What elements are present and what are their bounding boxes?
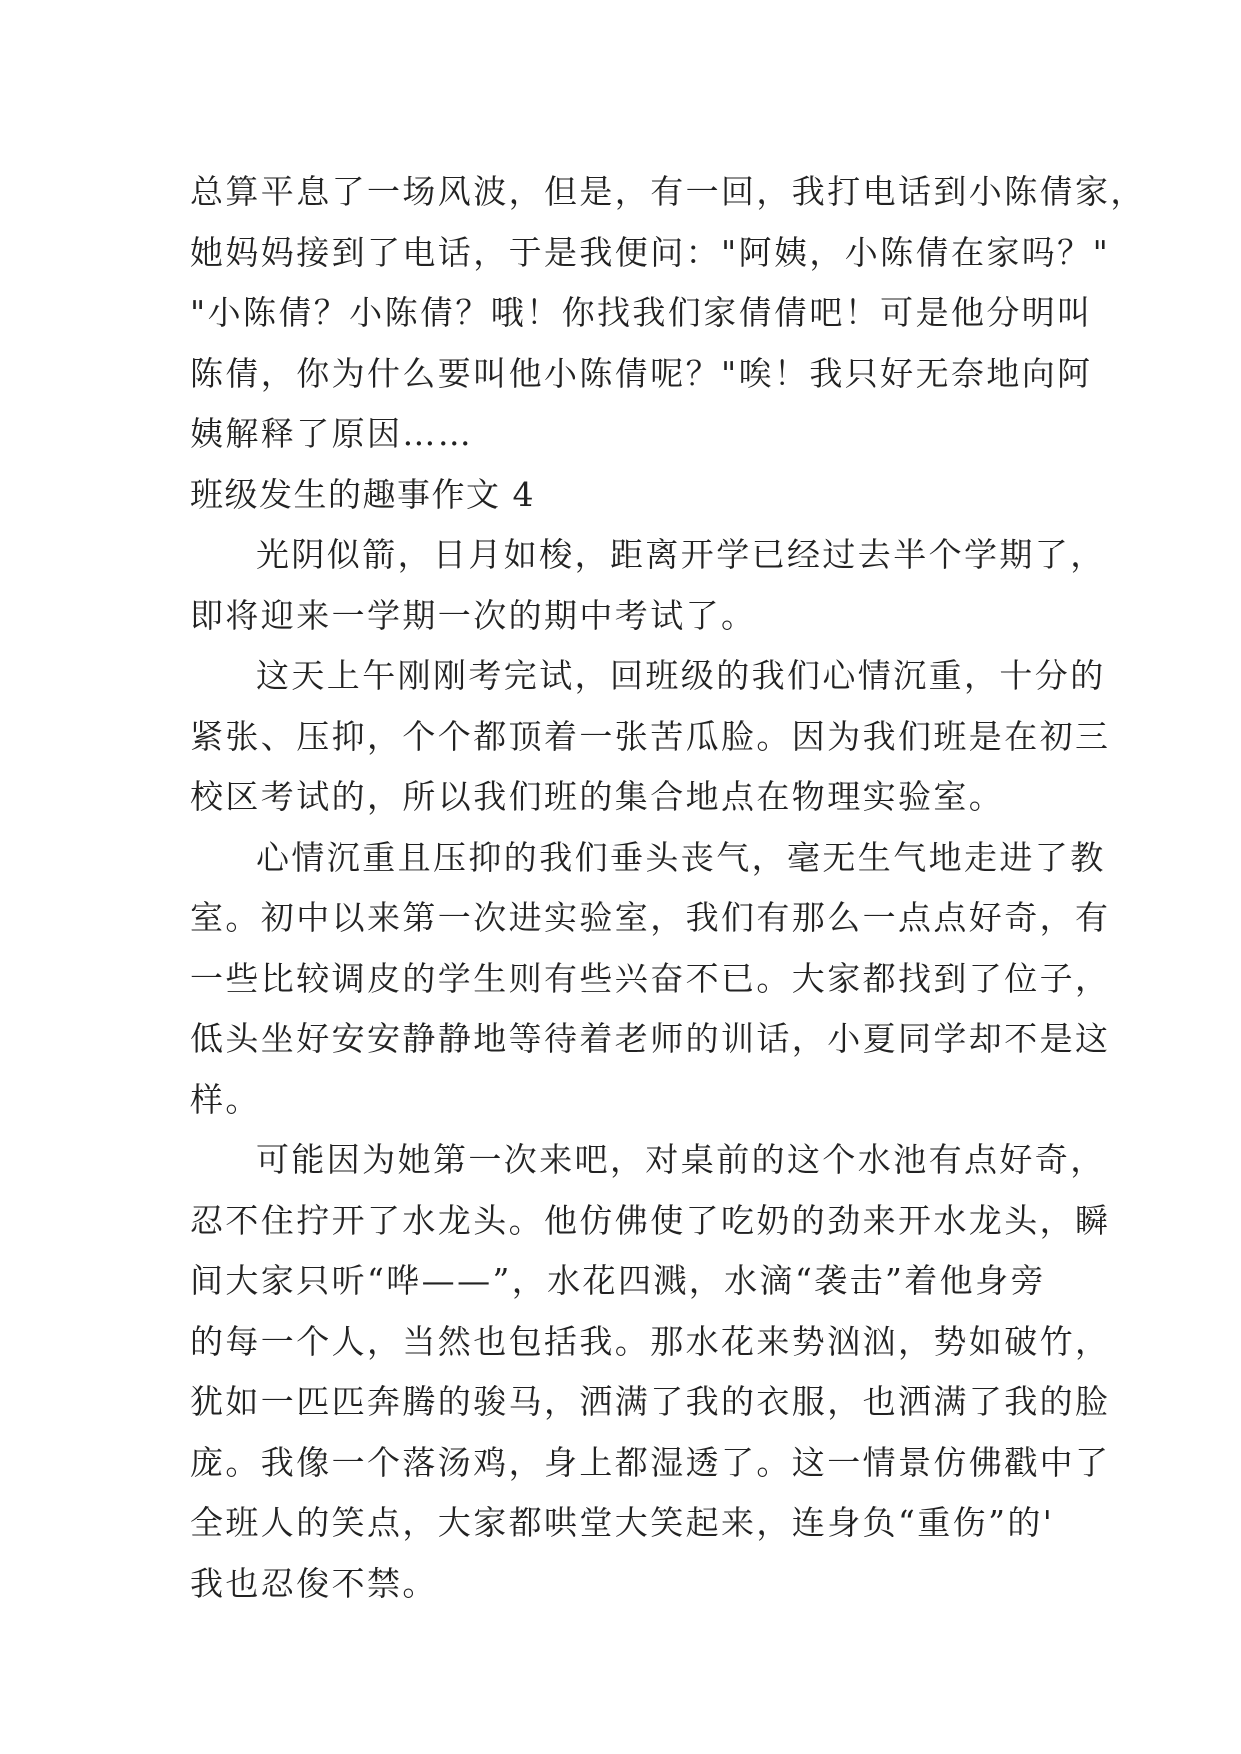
text-line: 可能因为她第一次来吧，对桌前的这个水池有点好奇， [256, 1140, 1106, 1179]
text-line: 心情沉重且压抑的我们垂头丧气，毫无生气地走进了教 [256, 837, 1106, 877]
text-line: 低头坐好安安静静地等待着老师的训话，小夏同学却不是这 [190, 1019, 1111, 1058]
text-line: 犹如一匹匹奔腾的骏马，洒满了我的衣服，也洒满了我的脸 [190, 1382, 1111, 1421]
document-page [190, 162, 1146, 1614]
text-line: 总算平息了一场风波，但是，有一回，我打电话到小陈倩家， [190, 172, 1146, 211]
text-line: 室。初中以来第一次进实验室，我们有那么一点点好奇，有 [190, 898, 1111, 937]
text-line: 即将迎来一学期一次的期中考试了。 [190, 595, 757, 635]
paragraph-4 [190, 1130, 1111, 1614]
text-line: 间大家只听“哗——”，水花四溅，水滴“袭击”着他身旁 [190, 1261, 1046, 1300]
text-line: 的每一个人，当然也包括我。那水花来势汹汹，势如破竹， [190, 1321, 1111, 1361]
text-line: 样。 [190, 1079, 261, 1119]
text-line: 这天上午刚刚考完试，回班级的我们心情沉重，十分的 [256, 656, 1106, 695]
text-line: 忍不住拧开了水龙头。他仿佛使了吃奶的劲来开水龙头，瞬 [190, 1200, 1111, 1240]
paragraph-2 [190, 646, 1111, 828]
text-line: "小陈倩？小陈倩？哦！你找我们家倩倩吧！可是他分明叫 [190, 293, 1093, 332]
text-line: 庞。我像一个落汤鸡，身上都湿透了。这一情景仿佛戳中了 [190, 1442, 1111, 1482]
section-title: 班级发生的趣事作文 4 [190, 474, 535, 514]
text-line: 光阴似箭，日月如梭，距离开学已经过去半个学期了， [256, 535, 1106, 574]
text-line: 全班人的笑点，大家都哄堂大笑起来，连身负“重伤”的' [190, 1503, 1055, 1542]
paragraph-1 [190, 525, 1106, 646]
text-line: 校区考试的，所以我们班的集合地点在物理实验室。 [190, 777, 1005, 816]
text-line: 陈倩，你为什么要叫他小陈倩呢？"唉！我只好无奈地向阿 [190, 353, 1093, 393]
paragraph-3 [190, 828, 1111, 1131]
text-line: 紧张、压抑，个个都顶着一张苦瓜脸。因为我们班是在初三 [190, 716, 1111, 756]
text-line: 姨解释了原因…… [190, 414, 474, 453]
text-line: 我也忍俊不禁。 [190, 1563, 438, 1603]
text-line: 一些比较调皮的学生则有些兴奋不已。大家都找到了位子， [190, 958, 1111, 998]
text-line: 她妈妈接到了电话，于是我便问："阿姨，小陈倩在家吗？" [190, 232, 1111, 272]
continuation-paragraph [190, 162, 1146, 465]
